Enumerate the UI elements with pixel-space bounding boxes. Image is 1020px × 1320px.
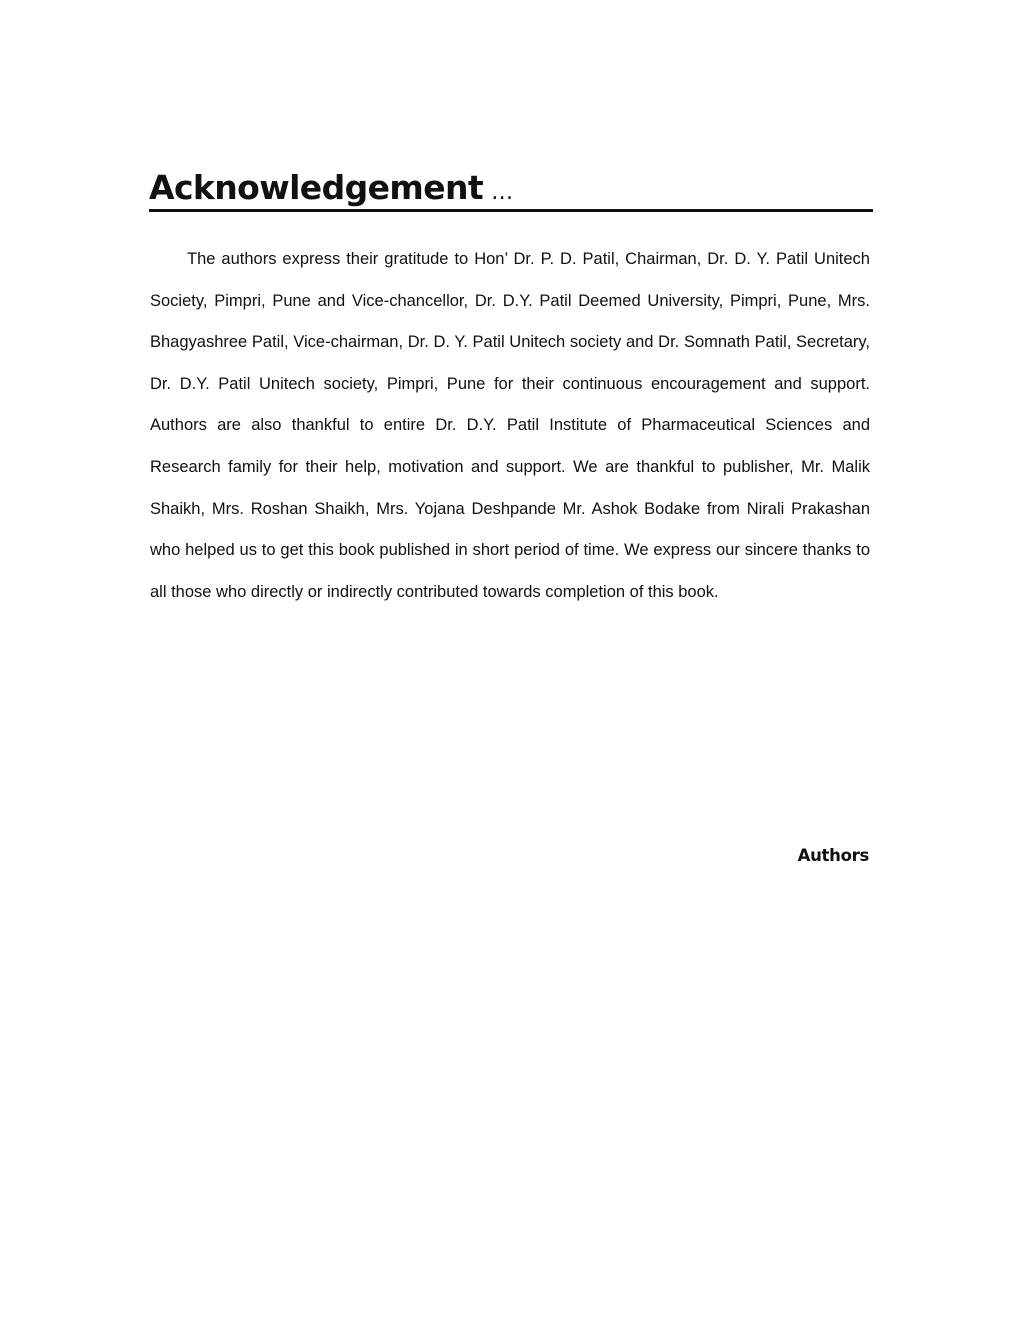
page-title — [149, 168, 514, 213]
authors-signature: Authors — [797, 846, 869, 865]
acknowledgement-paragraph: The authors express their gratitude to Hon’ Dr. P. D. Patil, Chairman, Dr. D. Y. Patil Unitech Society, Pimpri, Pune and Vice-chancellor, Dr. D.Y. Patil Deemed University, Pimpri, Pune, Mrs. Bhagyashree Patil, Vice-chairman, Dr. D. Y. Patil Unitech society and Dr. Somnath Patil, Secretary, Dr. D.Y. Patil Unitech society, Pimpri, Pune for their continuous encouragement and support. Authors are also thankful to entire Dr. D.Y. Patil Institute of Pharmaceutical Sciences and Research family for their help, motivation and support. We are thankful to publisher, Mr. Malik Shaikh, Mrs. Roshan Shaikh, Mrs. Yojana Deshpande Mr. Ashok Bodake from Nirali Prakashan who helped us to get this book published in short period of time. We express our sincere thanks to all those who directly or indirectly contributed towards completion of this book. — [150, 250, 870, 601]
page-title-text: Acknowledgement — [149, 168, 484, 207]
heading-block — [149, 166, 873, 212]
page-title-ellipsis: … — [491, 180, 515, 205]
